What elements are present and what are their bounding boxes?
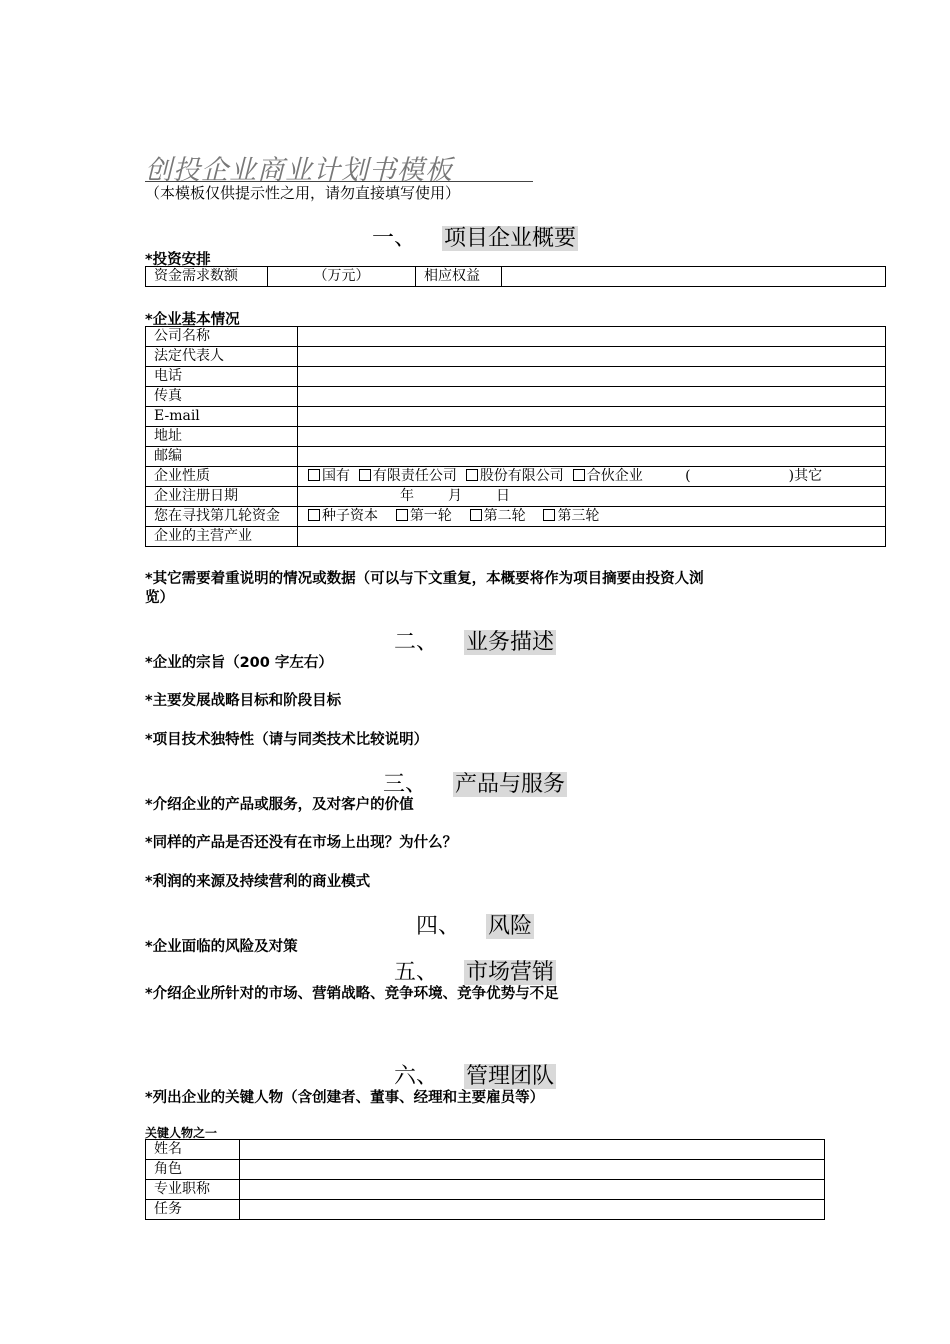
section-title: 市场营销 [466, 960, 555, 985]
document-subtitle: （本模板仅供提示性之用，请勿直接填写使用） [145, 184, 461, 202]
tech-prompt: *项目技术独特性（请与同类技术比较说明） [145, 732, 429, 748]
row-label: 您在寻找第几轮资金 [146, 507, 298, 527]
round-option[interactable]: 第二轮 [470, 508, 526, 524]
row-label: 任务 [146, 1200, 240, 1220]
marketing-prompt: *介绍企业所针对的市场、营销战略、竞争环境、竞争优势与不足 [145, 986, 559, 1002]
section-heading-3 [0, 767, 950, 798]
legal-rep-cell[interactable] [298, 347, 886, 367]
table-row [146, 1140, 825, 1160]
document-title: 创投企业商业计划书模板 [145, 155, 453, 186]
row-label: 电话 [146, 367, 298, 387]
section-heading-4 [0, 909, 950, 940]
row-label: 企业的主营产业 [146, 527, 298, 547]
product-intro-prompt: *介绍企业的产品或服务，及对客户的价值 [145, 797, 414, 813]
checkbox-icon[interactable] [359, 469, 371, 481]
row-label: 公司名称 [146, 327, 298, 347]
section-title: 业务描述 [466, 630, 555, 655]
checkbox-icon[interactable] [543, 509, 555, 521]
date-year: 年 [400, 488, 414, 504]
table-row [146, 427, 886, 447]
funding-round-cell [298, 507, 886, 527]
date-month: 月 [448, 488, 462, 504]
profit-prompt: *利润的来源及持续营利的商业模式 [145, 874, 371, 890]
person-task-cell[interactable] [240, 1200, 825, 1220]
email-cell[interactable] [298, 407, 886, 427]
overview-note: *其它需要着重说明的情况或数据（可以与下文重复，本概要将作为项目摘要由投资人浏 [145, 571, 704, 587]
fax-cell[interactable] [298, 387, 886, 407]
risk-prompt: *企业面临的风险及对策 [145, 939, 298, 955]
section-number: 六、 [393, 1064, 438, 1089]
address-cell[interactable] [298, 427, 886, 447]
table-row [146, 1160, 825, 1180]
round-option[interactable]: 种子资本 [308, 508, 378, 524]
section-title: 风险 [488, 914, 533, 939]
investment-table [145, 266, 886, 287]
table-row [146, 327, 886, 347]
company-nature-cell [298, 467, 886, 487]
team-prompt: *列出企业的关键人物（含创建者、董事、经理和主要雇员等） [145, 1090, 545, 1106]
main-industry-cell[interactable] [298, 527, 886, 547]
section-number: 二、 [393, 630, 438, 655]
key-person-heading: 关键人物之一 [145, 1126, 218, 1140]
section-heading-2 [0, 625, 950, 656]
market-exist-prompt: *同样的产品是否还没有在市场上出现？为什么？ [145, 835, 458, 851]
row-label: 邮编 [146, 447, 298, 467]
row-label: 传真 [146, 387, 298, 407]
strategy-prompt: *主要发展战略目标和阶段目标 [145, 693, 342, 709]
person-title-cell[interactable] [240, 1180, 825, 1200]
table-row [146, 407, 886, 427]
row-label: 专业职称 [146, 1180, 240, 1200]
row-label: 法定代表人 [146, 347, 298, 367]
nature-other-close: )其它 [788, 468, 823, 484]
person-role-cell[interactable] [240, 1160, 825, 1180]
section-title: 产品与服务 [455, 772, 566, 797]
table-row [146, 367, 886, 387]
checkbox-icon[interactable] [308, 469, 320, 481]
equity-value-cell[interactable] [502, 267, 886, 287]
table-row [146, 507, 886, 527]
section-number: 一、 [371, 226, 416, 251]
section-title: 管理团队 [466, 1064, 555, 1089]
table-row [146, 467, 886, 487]
person-name-cell[interactable] [240, 1140, 825, 1160]
table-row [146, 267, 886, 287]
row-label: 角色 [146, 1160, 240, 1180]
nature-option[interactable]: 合伙企业 [573, 468, 643, 484]
company-table [145, 326, 886, 547]
company-heading: *企业基本情况 [145, 312, 240, 328]
nature-option[interactable]: 国有 [308, 468, 350, 484]
section-number: 四、 [415, 914, 460, 939]
nature-option[interactable]: 股份有限公司 [466, 468, 564, 484]
postcode-cell[interactable] [298, 447, 886, 467]
nature-option[interactable]: 有限责任公司 [359, 468, 457, 484]
key-person-table [145, 1139, 825, 1220]
table-row [146, 527, 886, 547]
registration-date-cell[interactable] [298, 487, 886, 507]
nature-other-open: ( [685, 468, 691, 484]
mission-prompt: *企业的宗旨（200 字左右） [145, 655, 333, 671]
date-day: 日 [496, 488, 510, 504]
checkbox-icon[interactable] [573, 469, 585, 481]
checkbox-icon[interactable] [308, 509, 320, 521]
investment-heading: *投资安排 [145, 252, 211, 268]
section-title: 项目企业概要 [444, 226, 577, 251]
checkbox-icon[interactable] [466, 469, 478, 481]
amount-label: 资金需求数额 [146, 267, 268, 287]
company-name-cell[interactable] [298, 327, 886, 347]
table-row [146, 1180, 825, 1200]
table-row [146, 387, 886, 407]
checkbox-icon[interactable] [470, 509, 482, 521]
row-label: 姓名 [146, 1140, 240, 1160]
section-number: 五、 [393, 960, 438, 985]
row-label: 地址 [146, 427, 298, 447]
phone-cell[interactable] [298, 367, 886, 387]
row-label: 企业注册日期 [146, 487, 298, 507]
section-number: 三、 [382, 772, 427, 797]
table-row [146, 347, 886, 367]
equity-label: 相应权益 [416, 267, 502, 287]
checkbox-icon[interactable] [396, 509, 408, 521]
table-row [146, 447, 886, 467]
table-row [146, 1200, 825, 1220]
round-option[interactable]: 第三轮 [543, 508, 599, 524]
overview-note-continued: 览） [145, 590, 174, 606]
table-row [146, 487, 886, 507]
row-label: E-mail [146, 407, 298, 427]
section-heading-1 [0, 221, 950, 252]
round-option[interactable]: 第一轮 [396, 508, 452, 524]
amount-unit[interactable]: （万元） [268, 267, 416, 287]
row-label: 企业性质 [146, 467, 298, 487]
